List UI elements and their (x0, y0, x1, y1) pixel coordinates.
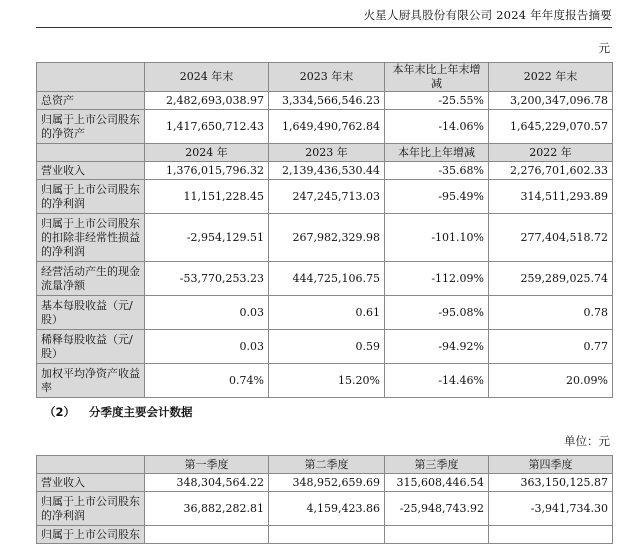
table1-header-cell: 本年末比上年末增减 (385, 63, 489, 92)
table-cell: -14.46% (385, 364, 489, 398)
section-heading (44, 404, 193, 420)
table-cell: -25,948,743.92 (385, 492, 489, 526)
table-row (37, 110, 613, 144)
table-cell: -2,954,129.51 (145, 214, 269, 262)
table-cell: 3,334,566,546.23 (269, 92, 385, 110)
table-cell: -95.08% (385, 296, 489, 330)
table-row (37, 262, 613, 296)
table-cell: 0.61 (269, 296, 385, 330)
row-label: 归属于上市公司股东的净利润 (37, 180, 145, 214)
row-label: 加权平均净资产收益率 (37, 364, 145, 398)
table-cell: 1,649,490,762.84 (269, 110, 385, 144)
row-label: 经营活动产生的现金流量净额 (37, 262, 145, 296)
table-cell: 314,511,293.89 (489, 180, 613, 214)
table-cell: 259,289,025.74 (489, 262, 613, 296)
row-label: 稀释每股收益（元/股） (37, 330, 145, 364)
header-divider (36, 27, 612, 28)
table-cell: 0.59 (269, 330, 385, 364)
table-cell: -35.68% (385, 162, 489, 180)
table2-header-cell: 2022 年 (489, 144, 613, 162)
unit-label-bottom: 单位：元 (564, 434, 610, 448)
table2-header-cell: 2024 年 (145, 144, 269, 162)
unit-label-top: 元 (598, 41, 610, 55)
main-financial-table (36, 62, 613, 398)
table-row (37, 162, 613, 180)
table-cell: -101.10% (385, 214, 489, 262)
table3-header-cell: 第二季度 (269, 456, 385, 474)
row-label: 基本每股收益（元/股） (37, 296, 145, 330)
table-cell: -53,770,253.23 (145, 262, 269, 296)
table-cell: 2,482,693,038.97 (145, 92, 269, 110)
row-label: 营业收入 (37, 474, 145, 492)
row-label: 归属于上市公司股东的净利润 (37, 492, 145, 526)
table-cell: 1,645,229,070.57 (489, 110, 613, 144)
table-row (37, 364, 613, 398)
table-cell: 3,200,347,096.78 (489, 92, 613, 110)
table-cell: 0.78 (489, 296, 613, 330)
table1-header-cell: 2024 年末 (145, 63, 269, 92)
table-row (37, 330, 613, 364)
table-cell: 15.20% (269, 364, 385, 398)
table-cell: -14.06% (385, 110, 489, 144)
table3-header-cell: 第四季度 (489, 456, 613, 474)
table-cell: 267,982,329.98 (269, 214, 385, 262)
row-label: 归属于上市公司股东的净资产 (37, 110, 145, 144)
table3-header-cell (37, 456, 145, 474)
table3-header-cell: 第一季度 (145, 456, 269, 474)
table-cell: 444,725,106.75 (269, 262, 385, 296)
table-cell: 0.77 (489, 330, 613, 364)
table-row (37, 296, 613, 330)
table1-header-cell: 2023 年末 (269, 63, 385, 92)
table-cell: 4,159,423.86 (269, 492, 385, 526)
table-cell: 11,151,228.45 (145, 180, 269, 214)
section-number: （2） (44, 405, 76, 419)
table-cell: 36,882,282.81 (145, 492, 269, 526)
row-label: 归属于上市公司股东 (37, 526, 145, 544)
table-cell: -112.09% (385, 262, 489, 296)
table1-header-row (37, 63, 613, 92)
table-row (37, 474, 613, 492)
table-cell: -3,941,734.30 (489, 492, 613, 526)
table-cell: 277,404,518.72 (489, 214, 613, 262)
table1-header-cell: 2022 年末 (489, 63, 613, 92)
table-cell: 2,276,701,602.33 (489, 162, 613, 180)
table-cell: 0.03 (145, 330, 269, 364)
table-cell: 20.09% (489, 364, 613, 398)
section-title: 分季度主要会计数据 (89, 405, 193, 419)
quarterly-table (36, 455, 613, 544)
table-cell: 1,376,015,796.32 (145, 162, 269, 180)
row-label: 营业收入 (37, 162, 145, 180)
table-cell: -25.55% (385, 92, 489, 110)
table-cell: 2,139,436,530.44 (269, 162, 385, 180)
table-cell: 0.74% (145, 364, 269, 398)
table-row (37, 180, 613, 214)
table2-header-cell (37, 144, 145, 162)
table-row (37, 214, 613, 262)
table-cell: 247,245,713.03 (269, 180, 385, 214)
row-label: 归属于上市公司股东的扣除非经常性损益的净利润 (37, 214, 145, 262)
table2-header-cell: 2023 年 (269, 144, 385, 162)
table-cell: 348,304,564.22 (145, 474, 269, 492)
report-header-title: 火星人厨具股份有限公司 2024 年年度报告摘要 (363, 8, 612, 22)
table3-header-cell: 第三季度 (385, 456, 489, 474)
table1-header-cell (37, 63, 145, 92)
row-label: 总资产 (37, 92, 145, 110)
table2-header-row (37, 144, 613, 162)
table2-header-cell: 本年比上年增减 (385, 144, 489, 162)
table-cell: 363,150,125.87 (489, 474, 613, 492)
table-cell: 348,952,659.69 (269, 474, 385, 492)
table-cell: 315,608,446.54 (385, 474, 489, 492)
table-cell: 1,417,650,712.43 (145, 110, 269, 144)
table-cell: -94.92% (385, 330, 489, 364)
table-row (37, 492, 613, 526)
table-cell: 0.03 (145, 296, 269, 330)
table3-header-row (37, 456, 613, 474)
table-row (37, 92, 613, 110)
table-cell: -95.49% (385, 180, 489, 214)
